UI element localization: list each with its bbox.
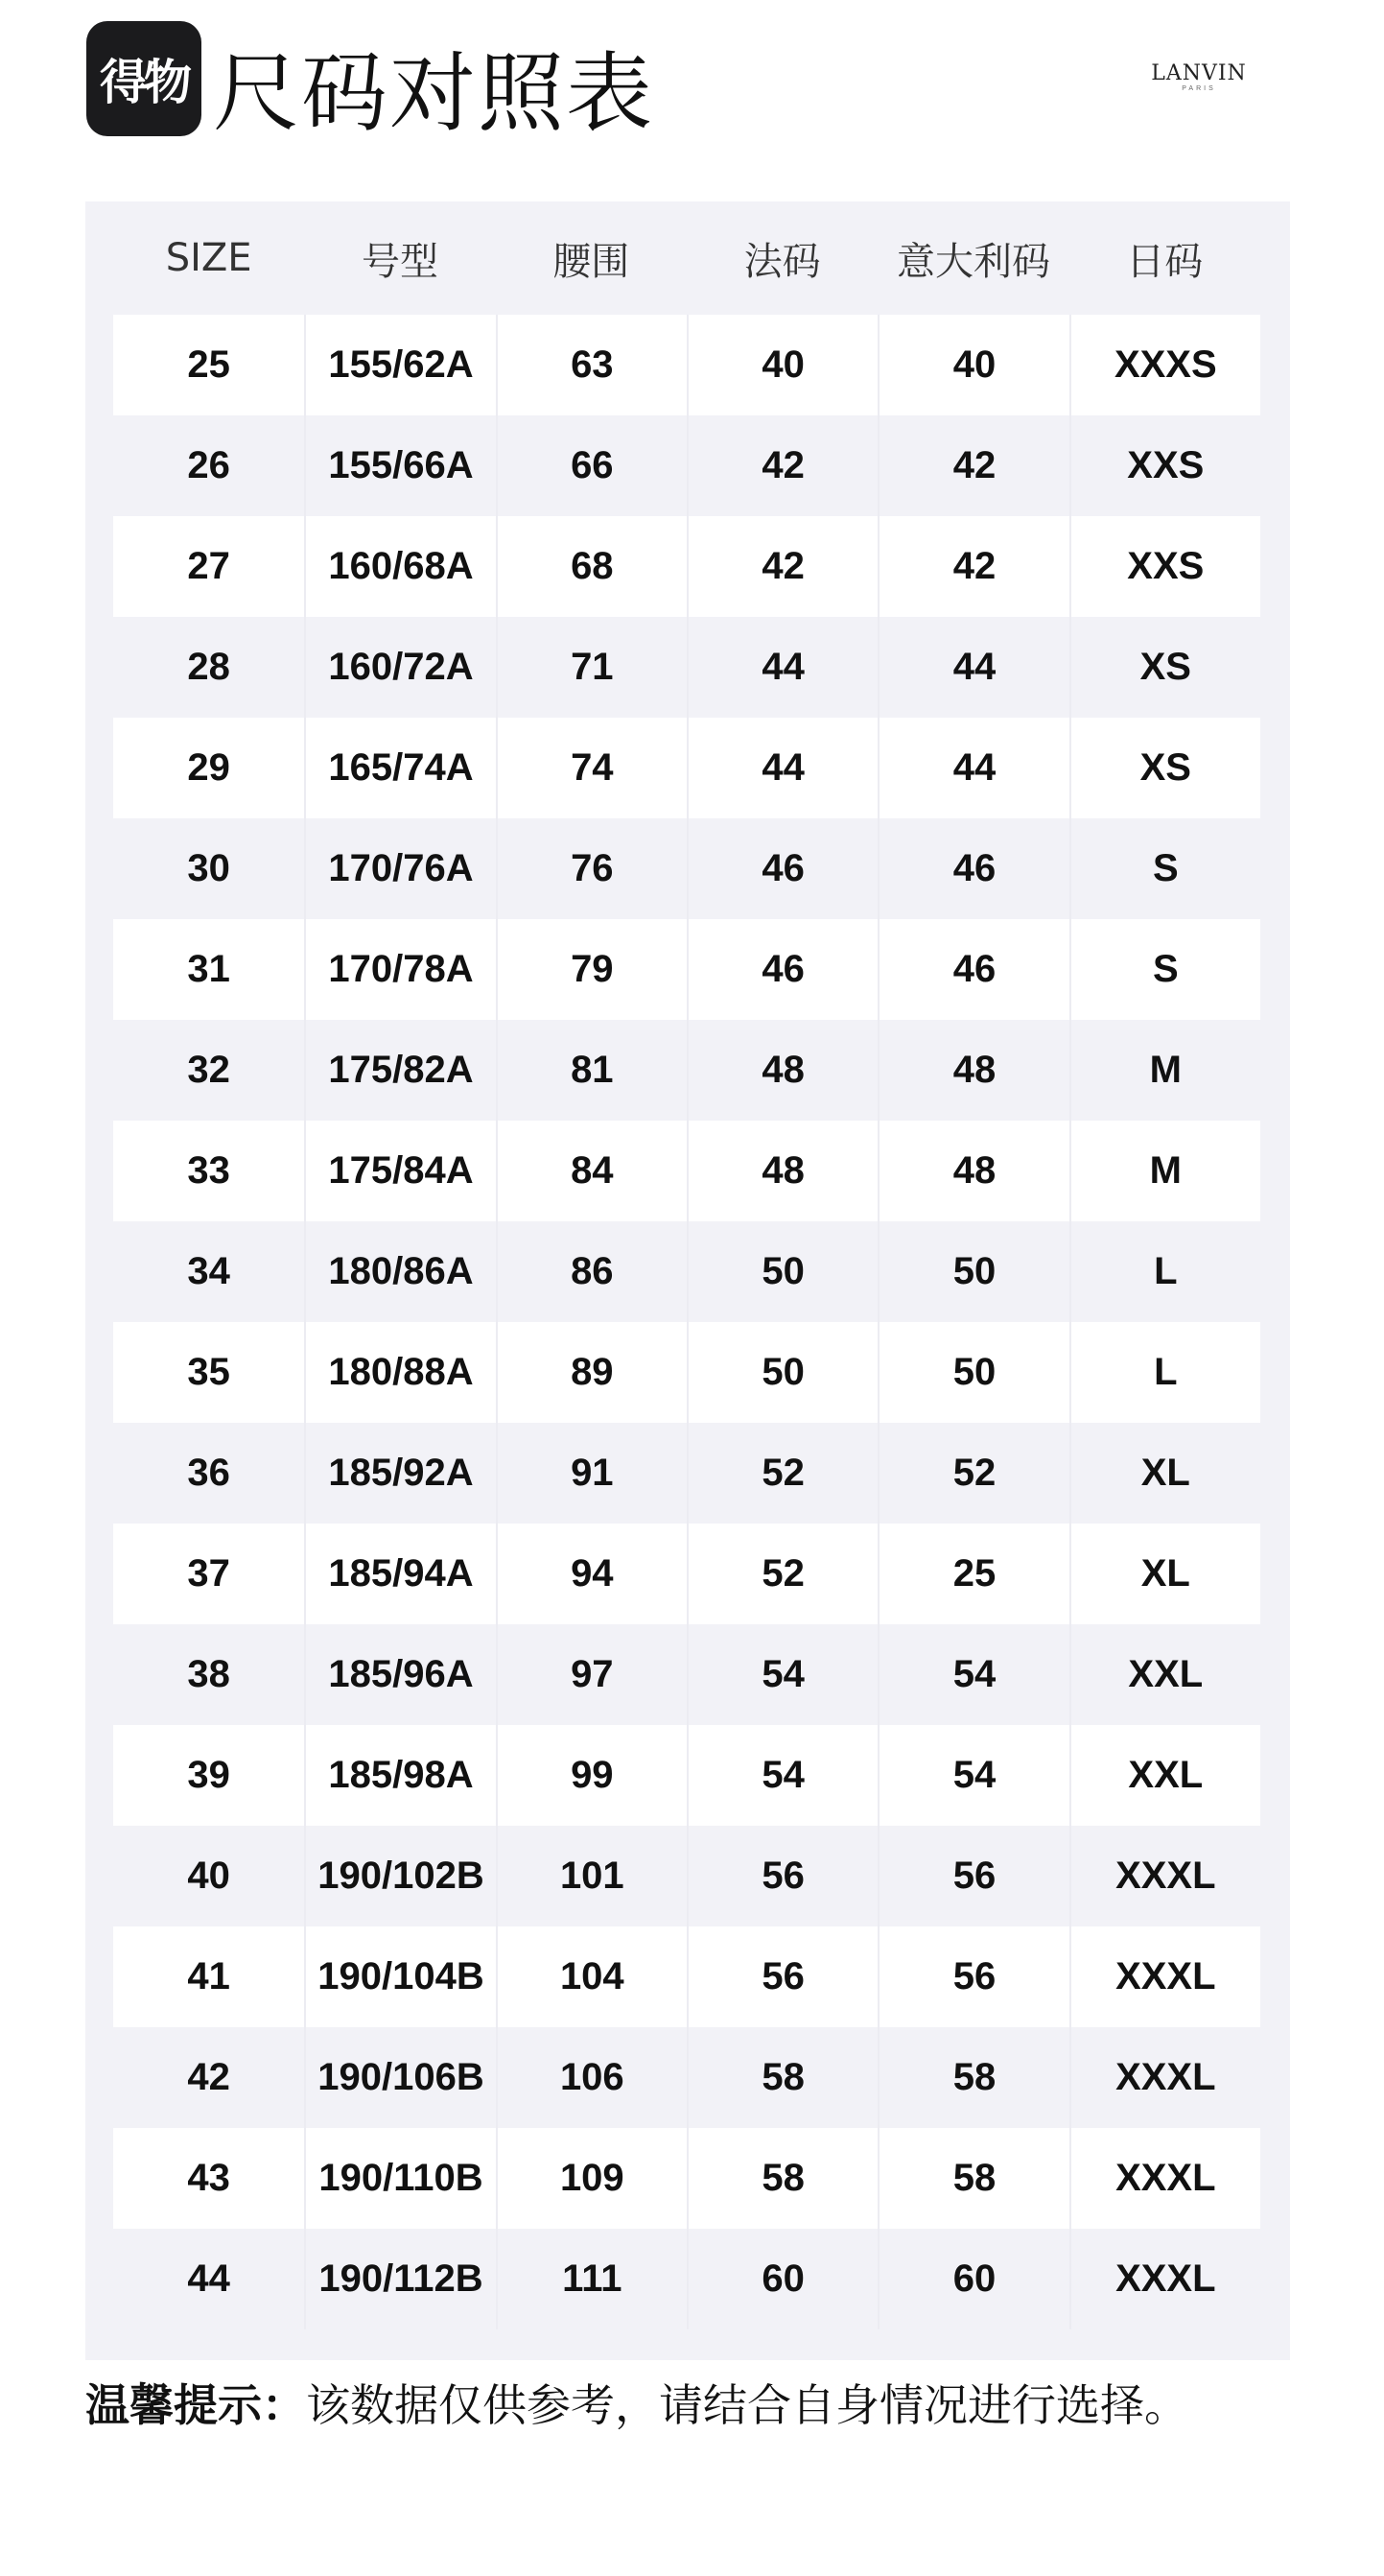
table-cell: 180/88A: [304, 1322, 495, 1423]
dewu-logo: [86, 21, 201, 136]
table-cell: 25: [113, 315, 304, 415]
table-cell: 58: [878, 2027, 1068, 2128]
column-header: 号型: [361, 239, 438, 284]
table-cell: 50: [878, 1221, 1068, 1322]
table-row: [113, 2229, 1260, 2329]
table-cell: 54: [878, 1624, 1068, 1725]
table-cell: 37: [113, 1524, 304, 1624]
table-cell: 48: [878, 1020, 1068, 1121]
table-body: [113, 315, 1260, 2329]
table-cell: 97: [496, 1624, 687, 1725]
table-cell: XS: [1069, 617, 1260, 718]
table-cell: 58: [687, 2128, 878, 2229]
table-cell: 84: [496, 1121, 687, 1221]
table-cell: 54: [687, 1725, 878, 1826]
brand-logo: [1141, 61, 1256, 92]
table-cell: 42: [687, 415, 878, 516]
table-cell: 91: [496, 1423, 687, 1524]
tip-label: 温馨提示：: [85, 2379, 306, 2431]
table-cell: XXL: [1069, 1725, 1260, 1826]
table-cell: 52: [687, 1524, 878, 1624]
table-cell: 54: [687, 1624, 878, 1725]
table-row: [113, 1524, 1260, 1624]
table-cell: 101: [496, 1826, 687, 1926]
table-cell: 60: [687, 2229, 878, 2329]
table-cell: S: [1069, 919, 1260, 1020]
table-row: [113, 2027, 1260, 2128]
table-row: [113, 1826, 1260, 1926]
table-cell: 190/104B: [304, 1926, 495, 2027]
tip-text: 该数据仅供参考，请结合自身情况进行选择。: [306, 2379, 1188, 2431]
table-cell: 79: [496, 919, 687, 1020]
table-row: [113, 1926, 1260, 2027]
table-row: [113, 315, 1260, 415]
table-cell: 50: [687, 1221, 878, 1322]
table-cell: 111: [496, 2229, 687, 2329]
table-cell: 165/74A: [304, 718, 495, 818]
table-row: [113, 1020, 1260, 1121]
table-cell: 52: [878, 1423, 1068, 1524]
table-cell: 71: [496, 617, 687, 718]
column-header: 日码: [1126, 239, 1204, 284]
header: [0, 0, 1384, 192]
table-cell: 38: [113, 1624, 304, 1725]
table-cell: 46: [878, 818, 1068, 919]
table-cell: 25: [878, 1524, 1068, 1624]
table-cell: 76: [496, 818, 687, 919]
table-cell: 58: [687, 2027, 878, 2128]
table-cell: 35: [113, 1322, 304, 1423]
table-row: [113, 1221, 1260, 1322]
column-header: 法码: [743, 239, 821, 284]
table-cell: 42: [687, 516, 878, 617]
table-cell: 43: [113, 2128, 304, 2229]
table-cell: XXS: [1069, 415, 1260, 516]
table-cell: 42: [878, 415, 1068, 516]
table-cell: M: [1069, 1121, 1260, 1221]
table-row: [113, 415, 1260, 516]
table-cell: 155/66A: [304, 415, 495, 516]
table-cell: 170/76A: [304, 818, 495, 919]
table-cell: 42: [113, 2027, 304, 2128]
table-cell: 34: [113, 1221, 304, 1322]
table-cell: 170/78A: [304, 919, 495, 1020]
table-cell: 60: [878, 2229, 1068, 2329]
table-row: [113, 1624, 1260, 1725]
table-cell: 44: [878, 617, 1068, 718]
table-cell: L: [1069, 1221, 1260, 1322]
table-cell: 36: [113, 1423, 304, 1524]
table-cell: 190/112B: [304, 2229, 495, 2329]
table-cell: 26: [113, 415, 304, 516]
table-cell: 74: [496, 718, 687, 818]
table-cell: 44: [878, 718, 1068, 818]
table-row: [113, 1322, 1260, 1423]
table-cell: 66: [496, 415, 687, 516]
logo-text: 得物: [100, 55, 188, 110]
table-cell: 56: [878, 1926, 1068, 2027]
table-cell: 185/94A: [304, 1524, 495, 1624]
table-cell: 50: [878, 1322, 1068, 1423]
table-cell: M: [1069, 1020, 1260, 1121]
table-cell: 89: [496, 1322, 687, 1423]
table-cell: 109: [496, 2128, 687, 2229]
table-cell: 86: [496, 1221, 687, 1322]
table-cell: 160/72A: [304, 617, 495, 718]
table-row: [113, 919, 1260, 1020]
table-cell: L: [1069, 1322, 1260, 1423]
table-cell: 56: [878, 1826, 1068, 1926]
table-cell: 33: [113, 1121, 304, 1221]
page-title: 尺码对照表: [213, 43, 654, 144]
table-cell: 40: [687, 315, 878, 415]
size-chart-panel: [85, 201, 1290, 2360]
table-cell: 106: [496, 2027, 687, 2128]
table-cell: 44: [687, 718, 878, 818]
brand-name: LANVIN: [1151, 61, 1247, 85]
table-cell: 56: [687, 1926, 878, 2027]
table-row: [113, 718, 1260, 818]
column-header: 腰围: [552, 239, 630, 284]
table-row: [113, 516, 1260, 617]
table-cell: 32: [113, 1020, 304, 1121]
table-cell: 50: [687, 1322, 878, 1423]
column-header: SIZE: [165, 236, 252, 280]
table-cell: XXXL: [1069, 2229, 1260, 2329]
table-cell: XXXL: [1069, 2027, 1260, 2128]
table-row: [113, 1121, 1260, 1221]
table-cell: 48: [687, 1020, 878, 1121]
table-cell: 44: [113, 2229, 304, 2329]
tip-note: [85, 2372, 1332, 2439]
table-row: [113, 1725, 1260, 1826]
table-cell: 52: [687, 1423, 878, 1524]
table-cell: 42: [878, 516, 1068, 617]
table-cell: 28: [113, 617, 304, 718]
table-cell: XXXL: [1069, 1826, 1260, 1926]
table-cell: 40: [878, 315, 1068, 415]
table-cell: 48: [878, 1121, 1068, 1221]
table-cell: 27: [113, 516, 304, 617]
table-cell: 190/102B: [304, 1826, 495, 1926]
table-cell: XXS: [1069, 516, 1260, 617]
table-cell: 58: [878, 2128, 1068, 2229]
table-cell: XXL: [1069, 1624, 1260, 1725]
table-cell: 39: [113, 1725, 304, 1826]
table-row: [113, 2128, 1260, 2229]
table-cell: 175/82A: [304, 1020, 495, 1121]
table-cell: 190/110B: [304, 2128, 495, 2229]
table-cell: XL: [1069, 1423, 1260, 1524]
table-cell: 56: [687, 1826, 878, 1926]
table-cell: 185/96A: [304, 1624, 495, 1725]
table-cell: 44: [687, 617, 878, 718]
table-cell: XXXL: [1069, 2128, 1260, 2229]
column-header: 意大利码: [896, 239, 1050, 284]
table-cell: 40: [113, 1826, 304, 1926]
table-row: [113, 617, 1260, 718]
table-cell: 48: [687, 1121, 878, 1221]
table-cell: 185/92A: [304, 1423, 495, 1524]
brand-sub: PARIS: [1182, 85, 1216, 92]
table-cell: 94: [496, 1524, 687, 1624]
table-cell: 29: [113, 718, 304, 818]
table-cell: 180/86A: [304, 1221, 495, 1322]
table-cell: 104: [496, 1926, 687, 2027]
table-row: [113, 818, 1260, 919]
table-cell: 30: [113, 818, 304, 919]
table-cell: XL: [1069, 1524, 1260, 1624]
table-cell: 46: [878, 919, 1068, 1020]
table-cell: 31: [113, 919, 304, 1020]
table-cell: 99: [496, 1725, 687, 1826]
table-cell: 185/98A: [304, 1725, 495, 1826]
table-cell: 160/68A: [304, 516, 495, 617]
table-cell: XXXL: [1069, 1926, 1260, 2027]
table-cell: 54: [878, 1725, 1068, 1826]
table-cell: 81: [496, 1020, 687, 1121]
table-cell: S: [1069, 818, 1260, 919]
table-cell: 155/62A: [304, 315, 495, 415]
table-header: [113, 201, 1260, 315]
table-cell: 41: [113, 1926, 304, 2027]
table-row: [113, 1423, 1260, 1524]
table-cell: 68: [496, 516, 687, 617]
table-cell: XXXS: [1069, 315, 1260, 415]
table-cell: XS: [1069, 718, 1260, 818]
table-cell: 46: [687, 919, 878, 1020]
table-cell: 63: [496, 315, 687, 415]
table-cell: 190/106B: [304, 2027, 495, 2128]
table-cell: 175/84A: [304, 1121, 495, 1221]
table-cell: 46: [687, 818, 878, 919]
